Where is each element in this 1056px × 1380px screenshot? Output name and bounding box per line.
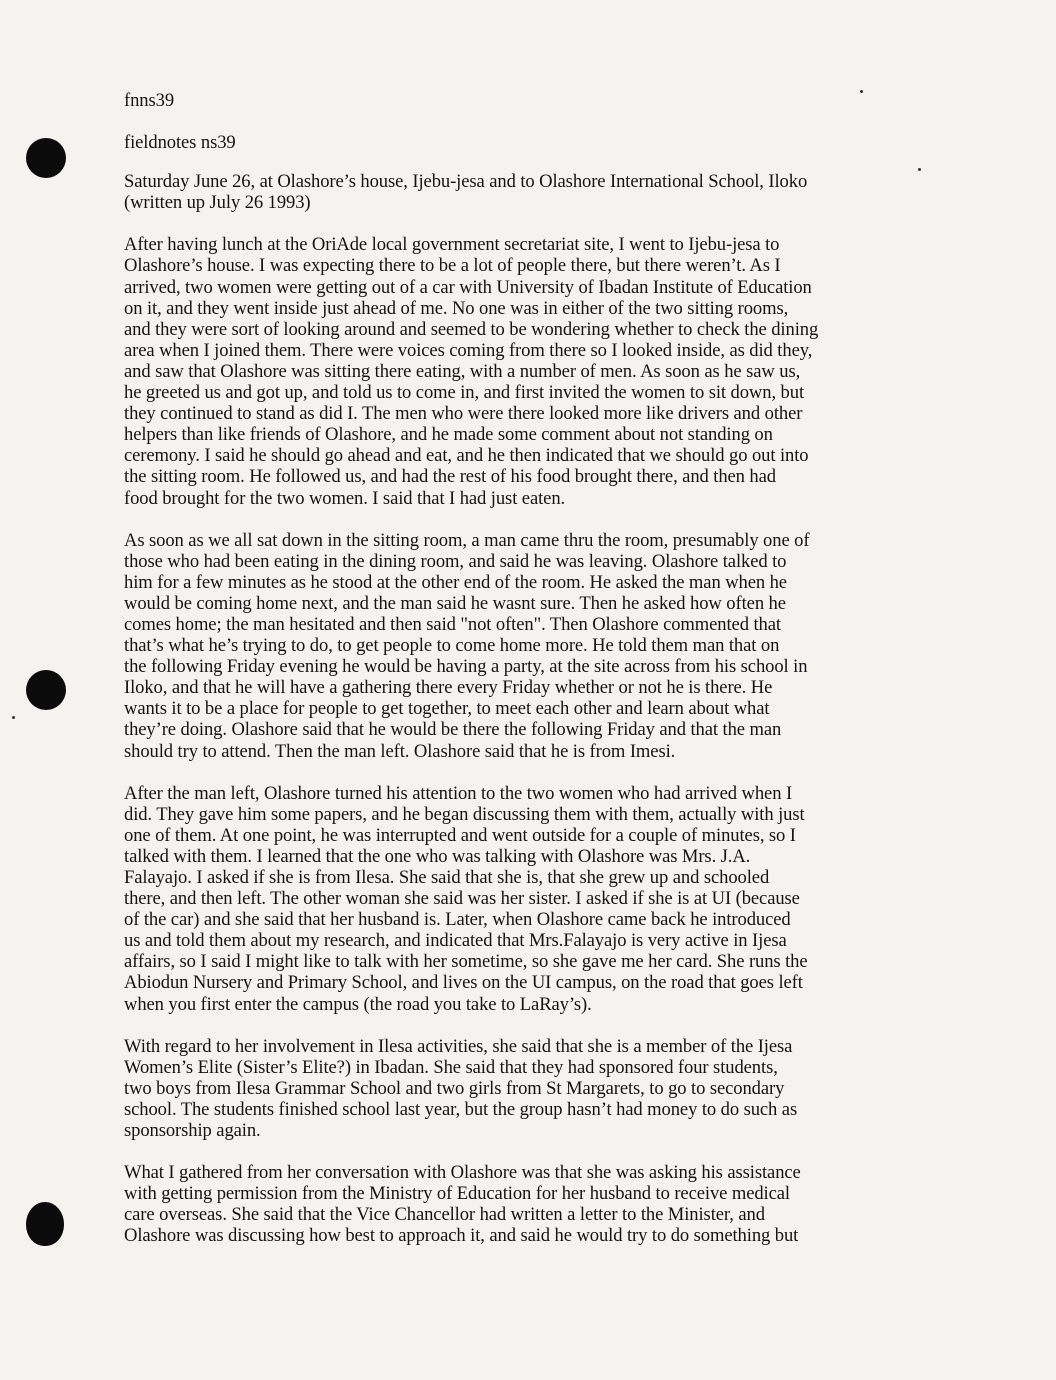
text-line: those who had been eating in the dining room, and said he was leaving. Olashore talked to [124,550,787,572]
text-line: us and told them about my research, and indicated that Mrs.Falayajo is very active in Ijesa [124,930,787,952]
text-line: did. They gave him some papers, and he began discussing them with them, actually with just [124,803,805,825]
text-line: and they were sort of looking around and seemed to be wondering whether to check the dining [124,318,819,340]
text-line: As soon as we all sat down in the sitting room, a man came thru the room, presumably one of [124,529,810,551]
text-line: with getting permission from the Ministry of Education for her husband to receive medical [124,1183,790,1205]
text-line: talked with them. I learned that the one who was talking with Olashore was Mrs. J.A. [124,845,751,867]
text-line: Olashore’s house. I was expecting there to be a lot of people there, but there weren’t. As I [124,255,781,277]
paragraph [124,530,944,762]
text-line: he greeted us and got up, and told us to come in, and first invited the women to sit down, but [124,382,805,404]
text-line: sponsorship again. [124,1120,261,1142]
text-line: when you first enter the campus (the road you take to LaRay’s). [124,993,592,1015]
text-line: that’s what he’s trying to do, to get people to come home more. He told them man that on [124,635,780,657]
text-line: comes home; the man hesitated and then said "not often". Then Olashore commented that [124,613,781,635]
text-line: What I gathered from her conversation with Olashore was that she was asking his assistance [124,1162,801,1184]
punch-hole-top [26,138,66,178]
paragraph [124,1036,944,1141]
file-id: fnns39 [124,90,175,111]
text-line: him for a few minutes as he stood at the other end of the room. He asked the man when he [124,571,787,593]
paragraph [124,234,944,508]
text-line: helpers than like friends of Olashore, and he made some comment about not standing on [124,424,773,446]
text-line: should try to attend. Then the man left. Olashore said that he is from Imesi. [124,740,676,762]
text-line: arrived, two women were getting out of a car with University of Ibadan Institute of Education [124,276,812,298]
text-line: Iloko, and that he will have a gathering there every Friday whether or not he is there. He [124,677,773,699]
text-line: Women’s Elite (Sister’s Elite?) in Ibadan. She said that they had sponsored four students, [124,1056,778,1078]
text-line: they’re doing. Olashore said that he would be there the following Friday and that the man [124,719,782,741]
text-line: Olashore was discussing how best to approach it, and said he would try to do something but [124,1225,799,1247]
text-line: the following Friday evening he would be having a party, at the site across from his school in [124,656,808,678]
text-line: of the car) and she said that her husband is. Later, when Olashore came back he introduced [124,909,791,931]
text-line: affairs, so I said I might like to talk with her sometime, so she gave me her card. She runs the [124,951,808,973]
text-line: one of them. At one point, he was interrupted and went outside for a couple of minutes, so I [124,824,796,846]
text-line: they continued to stand as did I. The men who were there looked more like drivers and other [124,403,803,425]
text-line: area when I joined them. There were voices coming from there so I looked inside, as did they, [124,339,813,361]
text-line: After having lunch at the OriAde local government secretariat site, I went to Ijebu-jesa to [124,234,780,256]
text-line: With regard to her involvement in Ilesa activities, she said that she is a member of the Ijesa [124,1035,793,1057]
text-line: Abiodun Nursery and Primary School, and lives on the UI campus, on the road that goes left [124,972,803,994]
punch-hole-bottom [26,1202,64,1246]
text-line: Falayajo. I asked if she is from Ilesa. She said that she is, that she grew up and schooled [124,867,770,888]
paragraph [124,783,944,1015]
text-line: would be coming home next, and the man said he wasnt sure. Then he asked how often he [124,592,786,614]
text-line: wants it to be a place for people to get together, to meet each other and learn about what [124,698,770,720]
text-line: After the man left, Olashore turned his attention to the two women who had arrived when I [124,782,793,804]
paper-speck [12,716,15,719]
document-heading: fieldnotes ns39 [124,132,236,154]
text-line: food brought for the two women. I said that I had just eaten. [124,487,566,509]
document-text [124,90,944,1268]
text-line: two boys from Ilesa Grammar School and two girls from St Margarets, to go to secondary [124,1077,785,1099]
text-line: there, and then left. The other woman she said was her sister. I asked if she is at UI (because [124,888,800,910]
punch-hole-middle [26,670,66,710]
text-line: and saw that Olashore was sitting there eating, with a number of men. As soon as he saw us, [124,360,801,382]
text-line: the sitting room. He followed us, and had the rest of his food brought there, and then had [124,466,776,488]
text-line: school. The students finished school last year, but the group hasn’t had money to do such as [124,1098,798,1120]
text-line: on it, and they went inside just ahead of me. No one was in either of the two sitting rooms, [124,297,789,319]
text-line: ceremony. I said he should go ahead and eat, and he then indicated that we should go out into [124,445,809,467]
text-line: care overseas. She said that the Vice Chancellor had written a letter to the Minister, and [124,1204,765,1226]
paragraph [124,1162,944,1246]
paragraphs [124,234,944,1246]
date-line: Saturday June 26, at Olashore’s house, Ijebu-jesa and to Olashore International School, Iloko (written up July 26 1993) [124,171,808,214]
